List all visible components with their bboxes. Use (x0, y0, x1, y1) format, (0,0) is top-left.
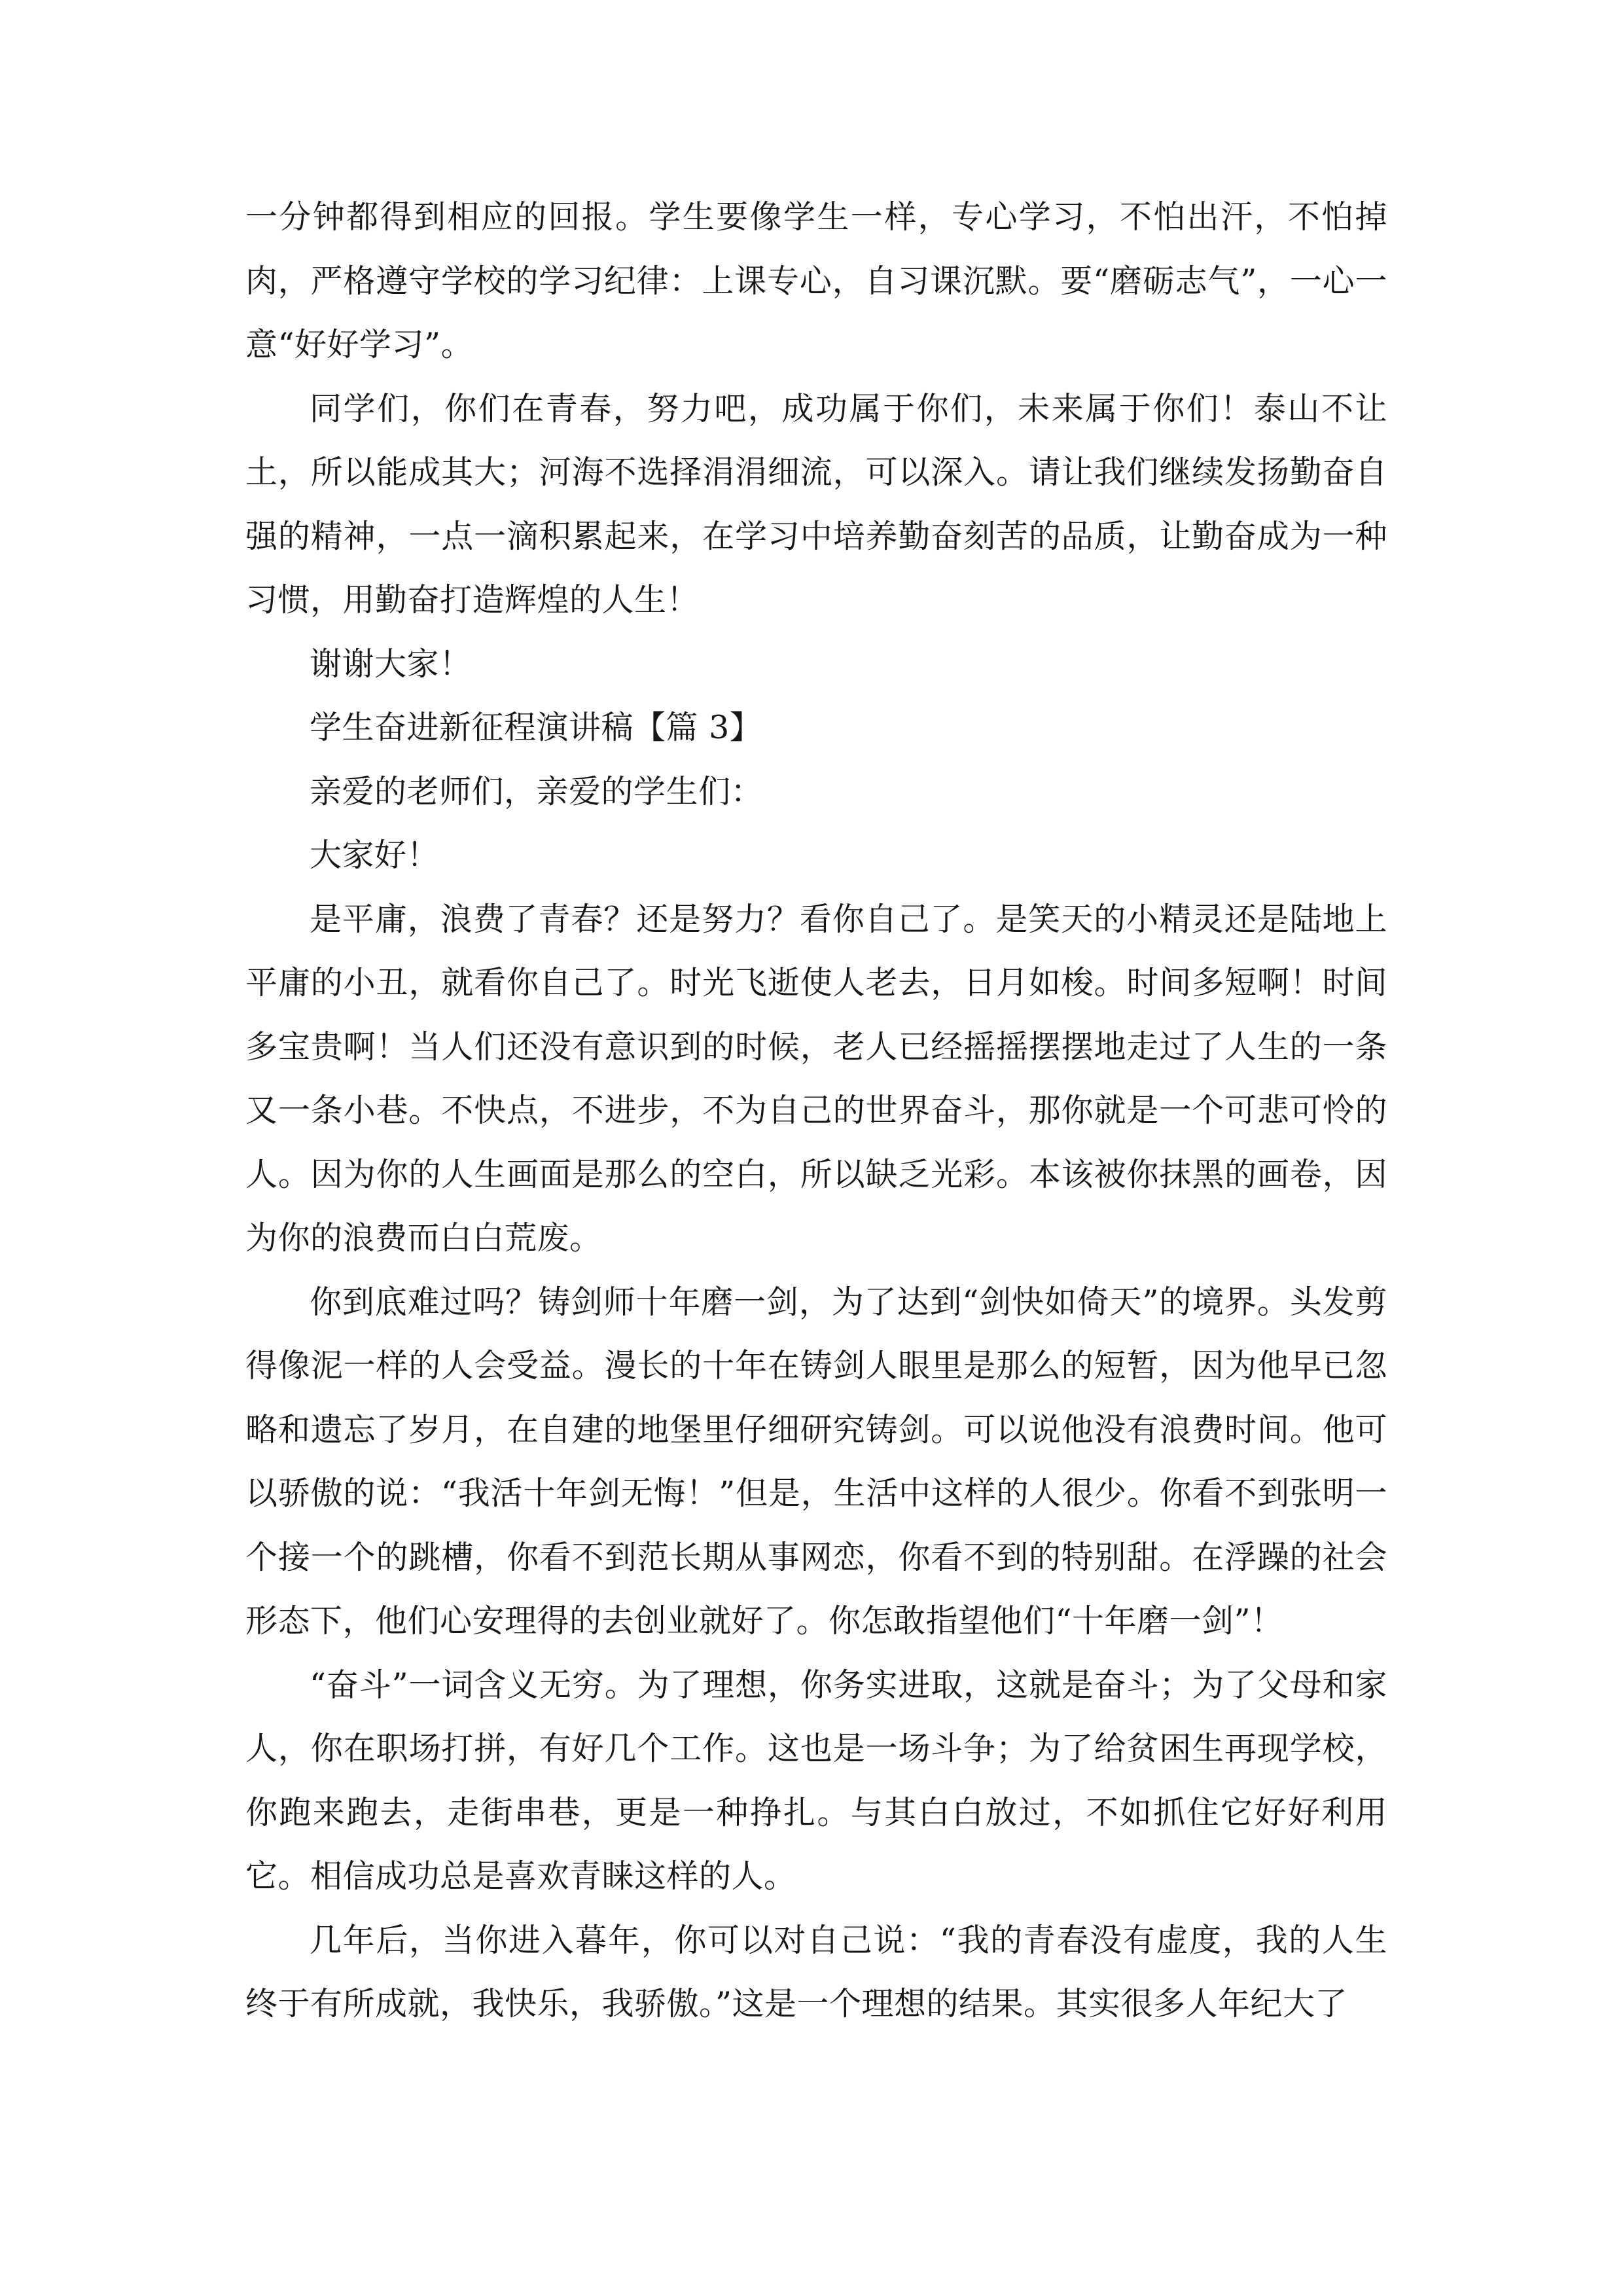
paragraph-future: 几年后，当你进入暮年，你可以对自己说：“我的青春没有虚度，我的人生终于有所成就，我快乐，我骄傲。”这是一个理想的结果。其实很多人年纪大了 (245, 1921, 1387, 2022)
paragraph-swordsmith: 你到底难过吗？铸剑师十年磨一剑，为了达到“剑快如倚天”的境界。头发剪得像泥一样的人会受益。漫长的十年在铸剑人眼里是那么的短暂，因为他早已忽略和遗忘了岁月，在自建的地堡里仔细研究铸剑。可以说他没有浪费时间。他可以骄傲的说：“我活十年剑无悔！”但是，生活中这样的人很少。你看不到张明一个接一个的跳槽，你看不到范长期从事网恋，你看不到的特别甜。在浮躁的社会形态下，他们心安理得的去创业就好了。你怎敢指望他们“十年磨一剑”！ (245, 1283, 1387, 1640)
paragraph-hello: 大家好！ (310, 836, 440, 874)
paragraph-thanks: 谢谢大家！ (310, 645, 472, 683)
speech-title: 学生奋进新征程演讲稿【篇 3】 (310, 709, 762, 746)
paragraph-greeting: 亲爱的老师们，亲爱的学生们： (310, 772, 764, 810)
paragraph-struggle: “奋斗”一词含义无穷。为了理想，你务实进取，这就是奋斗；为了父母和家人，你在职场打拼，有好几个工作。这也是一场斗争；为了给贫困生再现学校，你跑来跑去，走街串巷，更是一种挣扎。与其白白放过，不如抓住它好好利用它。相信成功总是喜欢青睐这样的人。 (245, 1666, 1387, 1895)
paragraph-youth: 同学们，你们在青春，努力吧，成功属于你们，未来属于你们！泰山不让土，所以能成其大；河海不选择涓涓细流，可以深入。请让我们继续发扬勤奋自强的精神，一点一滴积累起来，在学习中培养勤奋刻苦的品质，让勤奋成为一种习惯，用勤奋打造辉煌的人生！ (245, 389, 1387, 619)
speech-text-body (245, 185, 1387, 2036)
paragraph-continued: 一分钟都得到相应的回报。学生要像学生一样，专心学习，不怕出汗，不怕掉肉，严格遵守学校的学习纪律：上课专心，自习课沉默。要“磨砺志气”，一心一意“好好学习”。 (245, 198, 1387, 363)
paragraph-mediocre: 是平庸，浪费了青春？还是努力？看你自己了。是笑天的小精灵还是陆地上平庸的小丑，就看你自己了。时光飞逝使人老去，日月如梭。时间多短啊！时间多宝贵啊！当人们还没有意识到的时候，老人已经摇摇摆摆地走过了人生的一条又一条小巷。不快点，不进步，不为自己的世界奋斗，那你就是一个可悲可怜的人。因为你的人生画面是那么的空白，所以缺乏光彩。本该被你抹黑的画卷，因为你的浪费而白白荒废。 (245, 900, 1387, 1257)
